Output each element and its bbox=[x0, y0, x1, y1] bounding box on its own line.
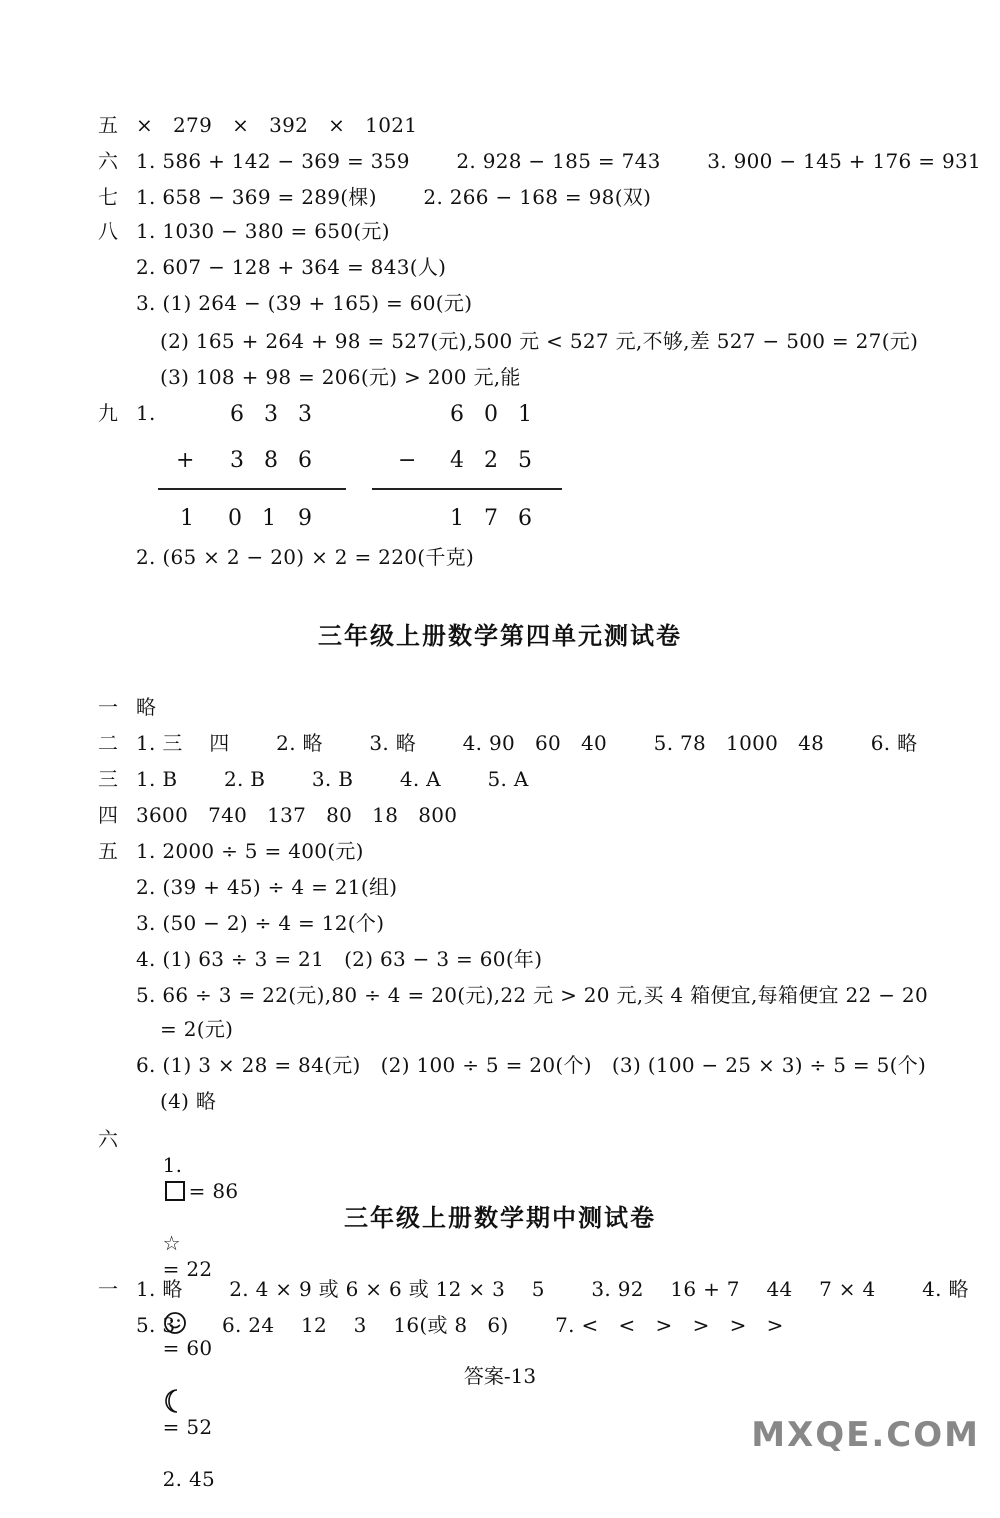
midterm-title: 三年级上册数学期中测试卷 bbox=[344, 1204, 656, 1232]
sub-mid-digit: 4 bbox=[450, 448, 464, 473]
q-ba-line-5: (3) 108 + 98 = 206(元) > 200 元,能 bbox=[160, 365, 521, 389]
sub-top-digit: 1 bbox=[518, 402, 532, 427]
sub-result-digit: 7 bbox=[484, 506, 498, 531]
moon-value: = 52 bbox=[162, 1415, 213, 1439]
sub-result-digit: 1 bbox=[450, 506, 464, 531]
u4-liu-mark: 六 bbox=[98, 1127, 118, 1151]
page-footer: 答案-13 bbox=[463, 1364, 537, 1388]
add-operator: + bbox=[176, 448, 195, 473]
mid-yi-line-1: 1. 略 2. 4 × 9 或 6 × 6 或 12 × 3 5 3. 92 16 + 7 44 7 × 4 4. 略 bbox=[136, 1277, 969, 1301]
u4-si-mark: 四 bbox=[98, 803, 118, 827]
u4-er-mark: 二 bbox=[98, 731, 118, 755]
u4-wu-line-8: (4) 略 bbox=[160, 1089, 217, 1113]
add-mid-digit: 6 bbox=[298, 448, 312, 473]
u4-liu-item-2: 2. 45 bbox=[162, 1467, 216, 1491]
sub-mid-digit: 5 bbox=[518, 448, 532, 473]
q-wu-answer: × 279 × 392 × 1021 bbox=[136, 113, 418, 137]
u4-wu-line-3: 3. (50 − 2) ÷ 4 = 12(个) bbox=[136, 911, 385, 935]
sub-top-digit: 0 bbox=[484, 402, 498, 427]
q-qi-answer: 1. 658 − 369 = 289(棵) 2. 266 − 168 = 98(双) bbox=[136, 185, 652, 209]
u4-wu-line-1: 1. 2000 ÷ 5 = 400(元) bbox=[136, 839, 364, 863]
q-liu-answer: 1. 586 + 142 − 369 = 359 2. 928 − 185 = 743 3. 900 − 145 + 176 = 931 bbox=[136, 149, 982, 173]
q-wu-mark: 五 bbox=[98, 113, 118, 137]
q-jiu-item-2: 2. (65 × 2 − 20) × 2 = 220(千克) bbox=[136, 545, 475, 569]
add-result-digit: 0 bbox=[228, 506, 242, 531]
u4-wu-line-2: 2. (39 + 45) ÷ 4 = 21(组) bbox=[136, 875, 398, 899]
add-top-digit: 3 bbox=[298, 402, 312, 427]
mid-yi-line-2: 5. 3 6. 24 12 3 16(或 8 6) 7. < < > > > > bbox=[136, 1313, 784, 1337]
u4-wu-line-7: 6. (1) 3 × 28 = 84(元) (2) 100 ÷ 5 = 20(个) (3) (100 − 25 × 3) ÷ 5 = 5(个) bbox=[136, 1053, 927, 1077]
add-mid-digit: 8 bbox=[264, 448, 278, 473]
add-top-digit: 6 bbox=[230, 402, 244, 427]
q-ba-line-4: (2) 165 + 264 + 98 = 527(元),500 元 < 527 元,不够,差 527 − 500 = 27(元) bbox=[160, 329, 919, 353]
u4-liu-lead: 1. bbox=[162, 1153, 183, 1177]
u4-wu-line-6: = 2(元) bbox=[160, 1017, 234, 1041]
moon-icon bbox=[163, 1388, 183, 1414]
unit4-title: 三年级上册数学第四单元测试卷 bbox=[318, 622, 682, 650]
u4-yi-answer: 略 bbox=[136, 695, 157, 719]
add-rule bbox=[158, 488, 346, 490]
u4-san-answer: 1. B 2. B 3. B 4. A 5. A bbox=[136, 767, 529, 791]
u4-si-answer: 3600 740 137 80 18 800 bbox=[136, 803, 458, 827]
q-ba-line-3: 3. (1) 264 − (39 + 165) = 60(元) bbox=[136, 291, 473, 315]
sub-result-digit: 6 bbox=[518, 506, 532, 531]
add-result-digit: 1 bbox=[180, 506, 194, 531]
smiley-value: = 60 bbox=[162, 1335, 213, 1360]
q-ba-line-2: 2. 607 − 128 + 364 = 843(人) bbox=[136, 255, 447, 279]
add-top-digit: 3 bbox=[264, 402, 278, 427]
q-liu-mark: 六 bbox=[98, 149, 118, 173]
q-ba-mark: 八 bbox=[98, 219, 118, 243]
sub-mid-digit: 2 bbox=[484, 448, 498, 473]
u4-wu-line-4: 4. (1) 63 ÷ 3 = 21 (2) 63 − 3 = 60(年) bbox=[136, 947, 543, 971]
square-value: = 86 bbox=[188, 1179, 239, 1203]
sub-operator: − bbox=[398, 448, 417, 473]
q-jiu-mark: 九 bbox=[98, 401, 118, 425]
mid-yi-mark: 一 bbox=[98, 1277, 118, 1301]
u4-yi-mark: 一 bbox=[98, 695, 118, 719]
add-result-digit: 1 bbox=[262, 506, 276, 531]
u4-san-mark: 三 bbox=[98, 767, 118, 791]
u4-wu-mark: 五 bbox=[98, 839, 118, 863]
q-jiu-item-1: 1. bbox=[136, 401, 156, 425]
sub-top-digit: 6 bbox=[450, 402, 464, 427]
u4-er-answer: 1. 三 四 2. 略 3. 略 4. 90 60 40 5. 78 1000 48 6. 略 bbox=[136, 731, 918, 755]
sub-rule bbox=[372, 488, 562, 490]
star-value: = 22 bbox=[162, 1257, 213, 1281]
q-ba-line-1: 1. 1030 − 380 = 650(元) bbox=[136, 219, 390, 243]
watermark-logo: MXQE.COM bbox=[751, 1415, 980, 1455]
add-mid-digit: 3 bbox=[230, 448, 244, 473]
u4-wu-line-5: 5. 66 ÷ 3 = 22(元),80 ÷ 4 = 20(元),22 元 > 20 元,买 4 箱便宜,每箱便宜 22 − 20 bbox=[136, 983, 928, 1007]
q-qi-mark: 七 bbox=[98, 185, 118, 209]
add-result-digit: 9 bbox=[298, 506, 312, 531]
star-icon: ☆ bbox=[162, 1231, 181, 1255]
